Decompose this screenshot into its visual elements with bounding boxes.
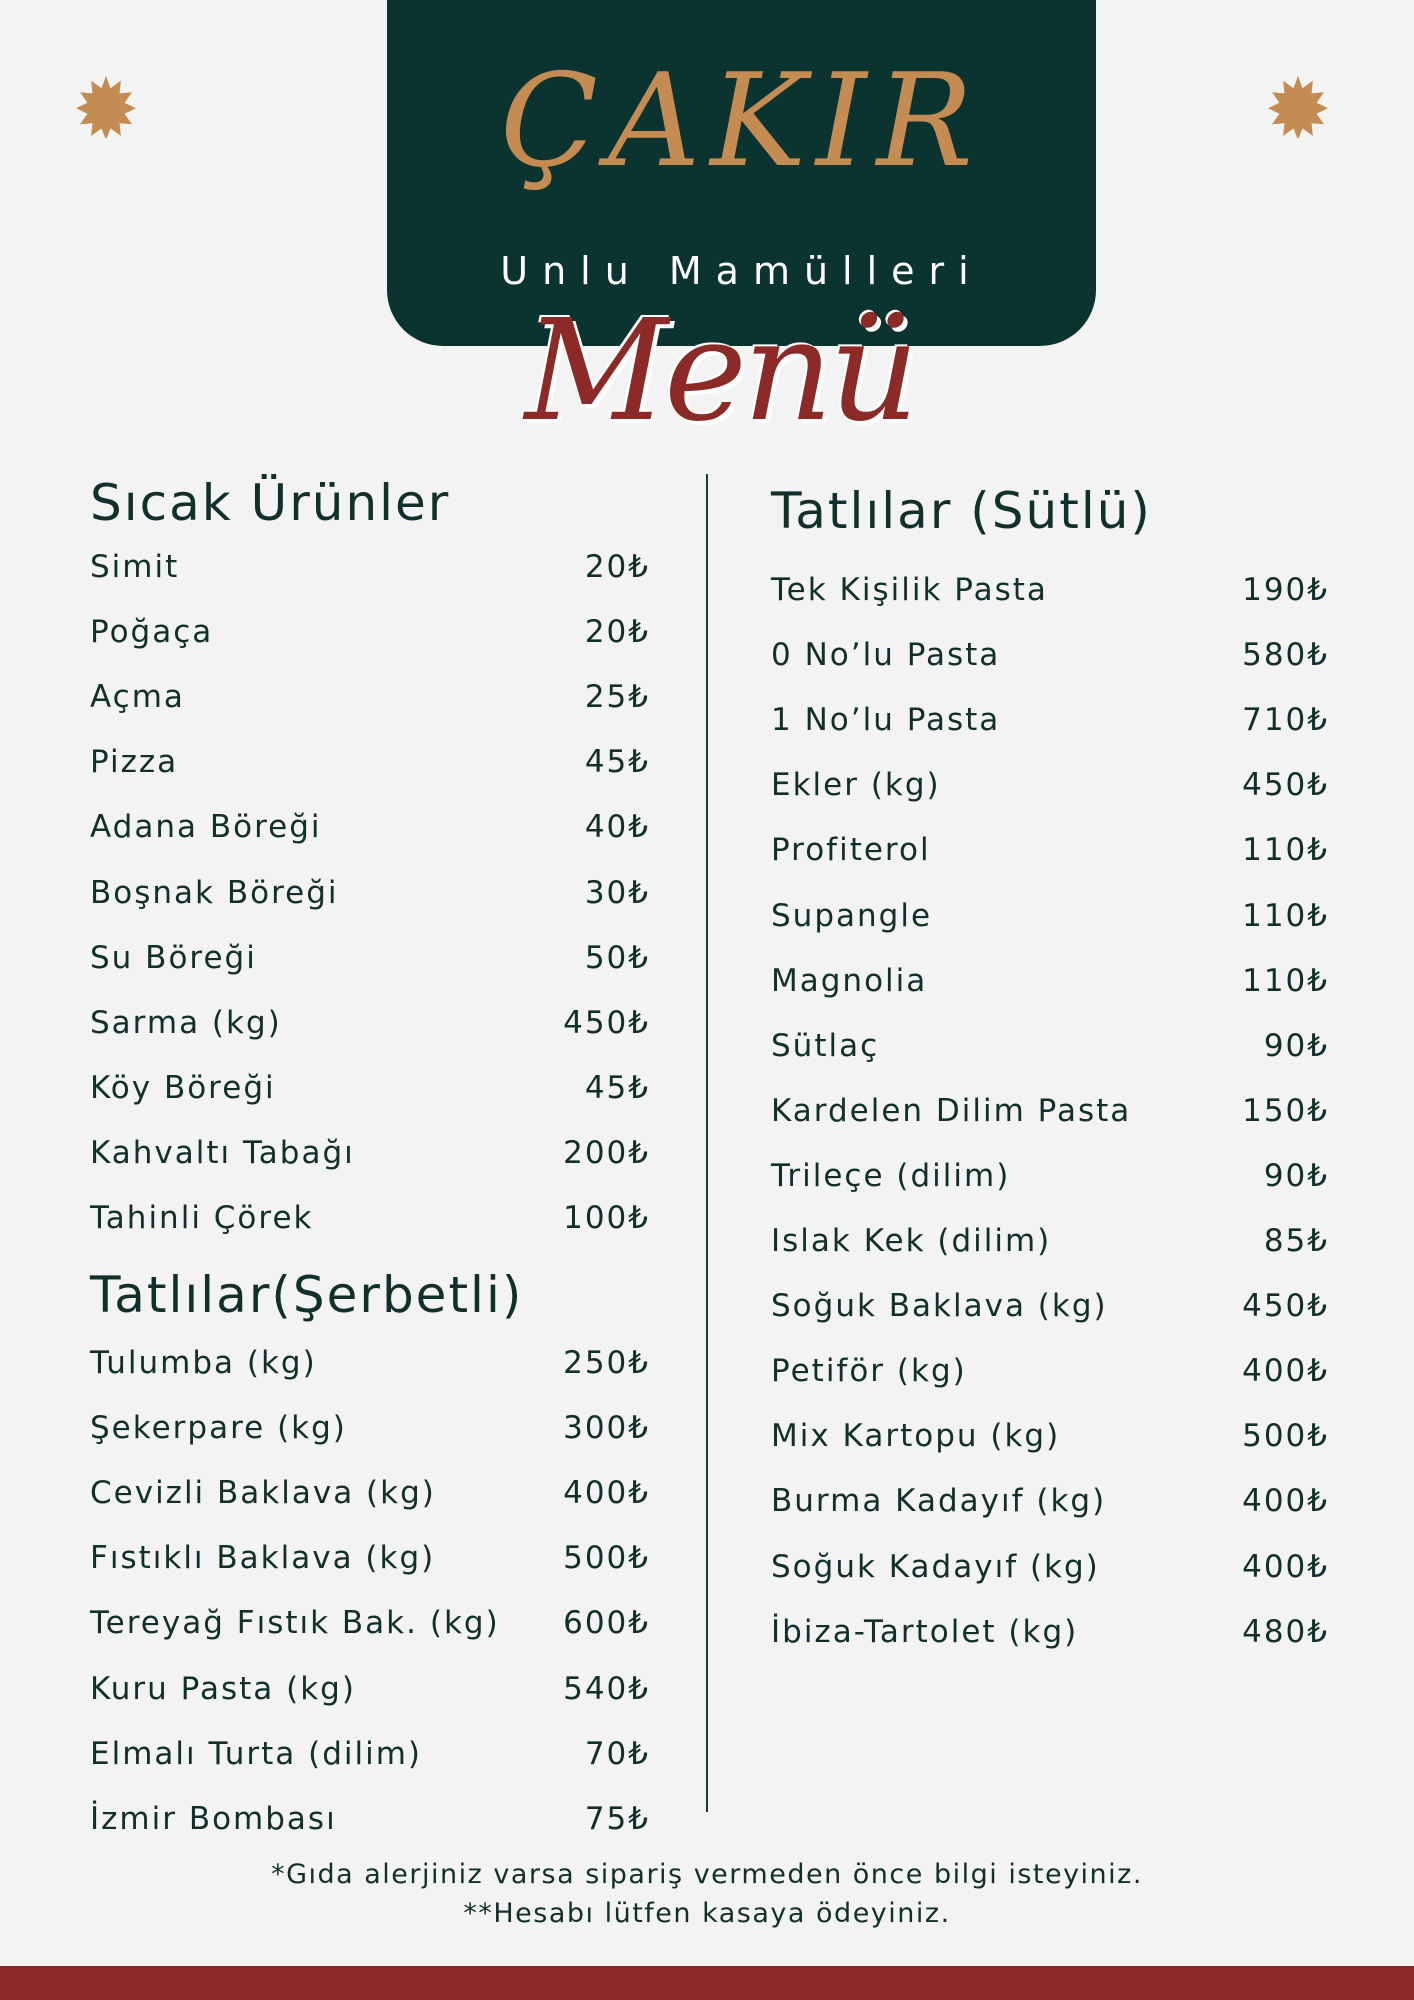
- menu-item-name: Şekerpare (kg): [90, 1410, 347, 1447]
- menu-item-name: Ekler (kg): [771, 767, 941, 804]
- menu-item: [90, 1131, 650, 1175]
- menu-item-price: 45₺: [584, 1069, 650, 1106]
- menu-item-price: 40₺: [584, 809, 650, 846]
- menu-item: [90, 1667, 650, 1711]
- menu-item-name: Magnolia: [771, 962, 928, 999]
- menu-item-price: 110₺: [1242, 897, 1329, 934]
- menu-item: [90, 1341, 650, 1385]
- menu-item-name: Fıstıklı Baklava (kg): [90, 1540, 436, 1577]
- menu-item-name: Boşnak Böreği: [90, 874, 339, 911]
- menu-item: [90, 610, 650, 654]
- section-title-sicak-urunler: Sıcak Ürünler: [90, 474, 451, 532]
- allergy-note: *Gıda alerjiniz varsa sipariş vermeden önce bilgi isteyiniz.: [271, 1859, 1143, 1890]
- menu-item: [771, 1024, 1329, 1068]
- menu-item-name: Trileçe (dilim): [771, 1157, 1011, 1194]
- menu-item-name: Elmalı Turta (dilim): [90, 1735, 423, 1772]
- menu-item: [90, 1797, 650, 1841]
- menu-item-name: Simit: [90, 549, 180, 585]
- menu-item-name: Poğaça: [90, 614, 214, 651]
- menu-item-price: 70₺: [584, 1735, 650, 1772]
- menu-item-name: Tek Kişilik Pasta: [771, 572, 1048, 608]
- menu-item-name: Burma Kadayıf (kg): [771, 1483, 1107, 1520]
- menu-item: [771, 1089, 1329, 1133]
- menu-item-price: 600₺: [563, 1605, 650, 1642]
- menu-item: [90, 1536, 650, 1580]
- menu-item: [771, 633, 1329, 677]
- menu-item-name: 1 No’lu Pasta: [771, 702, 1001, 739]
- menu-item: [90, 1066, 650, 1110]
- menu-item: [771, 1610, 1329, 1654]
- menu-item-price: 20₺: [584, 549, 650, 585]
- menu-item: [771, 1219, 1329, 1263]
- menu-item-name: Soğuk Baklava (kg): [771, 1288, 1108, 1325]
- menu-item-price: 450₺: [1242, 1288, 1329, 1325]
- footer-notes: [0, 1855, 1414, 1933]
- menu-item-price: 450₺: [1242, 767, 1329, 804]
- section-title-tatlilar-sutlu: Tatlılar (Sütlü): [771, 482, 1152, 540]
- menu-item-price: 110₺: [1242, 962, 1329, 999]
- menu-item-price: 90₺: [1263, 1157, 1329, 1194]
- brand-subtitle: Unlu Mamülleri: [500, 249, 983, 293]
- menu-item-price: 75₺: [584, 1800, 650, 1837]
- menu-item-name: Tulumba (kg): [90, 1345, 317, 1381]
- menu-item-price: 150₺: [1242, 1092, 1329, 1129]
- menu-item-price: 300₺: [563, 1410, 650, 1447]
- menu-item: [90, 805, 650, 849]
- menu-item-name: Kardelen Dilim Pasta: [771, 1092, 1132, 1129]
- menu-item-name: Açma: [90, 679, 185, 716]
- menu-item: [90, 545, 650, 589]
- menu-item: [90, 1406, 650, 1450]
- payment-note: **Hesabı lütfen kasaya ödeyiniz.: [463, 1898, 951, 1929]
- menu-item-name: Su Böreği: [90, 939, 257, 976]
- menu-item-name: Cevizli Baklava (kg): [90, 1475, 436, 1512]
- menu-item: [90, 1471, 650, 1515]
- menu-item-name: Sütlaç: [771, 1027, 880, 1064]
- menu-item-name: Supangle: [771, 897, 933, 934]
- menu-item-name: Köy Böreği: [90, 1069, 276, 1106]
- menu-item: [771, 1414, 1329, 1458]
- menu-item: [771, 1154, 1329, 1198]
- menu-item-price: 500₺: [563, 1540, 650, 1577]
- menu-item-price: 710₺: [1242, 702, 1329, 739]
- menu-item-price: 190₺: [1242, 572, 1329, 608]
- menu-item: [771, 1284, 1329, 1328]
- menu-item-name: Islak Kek (dilim): [771, 1223, 1052, 1259]
- menu-item: [771, 698, 1329, 742]
- menu-item-name: Sarma (kg): [90, 1004, 282, 1041]
- menu-item-name: 0 No’lu Pasta: [771, 637, 1001, 674]
- menu-item-price: 540₺: [563, 1670, 650, 1707]
- menu-item: [771, 763, 1329, 807]
- menu-item-price: 30₺: [584, 874, 650, 911]
- section-title-tatlilar-serbetli: Tatlılar(Şerbetli): [90, 1266, 524, 1324]
- menu-item-name: Kuru Pasta (kg): [90, 1670, 356, 1707]
- menu-heading: Menü: [524, 290, 916, 453]
- menu-item-price: 400₺: [563, 1475, 650, 1512]
- menu-item-name: Adana Böreği: [90, 809, 322, 846]
- menu-item-name: İbiza-Tartolet (kg): [771, 1613, 1079, 1650]
- column-divider: [706, 474, 708, 1812]
- right-column: [771, 0, 1329, 2000]
- menu-item: [90, 1001, 650, 1045]
- menu-item: [771, 1479, 1329, 1523]
- menu-item-price: 580₺: [1242, 637, 1329, 674]
- menu-item-name: Tereyağ Fıstık Bak. (kg): [90, 1605, 500, 1642]
- menu-item-price: 400₺: [1242, 1483, 1329, 1520]
- menu-item-name: Tahinli Çörek: [90, 1200, 314, 1236]
- menu-item-price: 20₺: [584, 614, 650, 651]
- menu-item: [771, 1545, 1329, 1589]
- menu-item: [90, 871, 650, 915]
- menu-item-price: 45₺: [584, 744, 650, 781]
- menu-item: [90, 1601, 650, 1645]
- menu-item: [90, 1732, 650, 1776]
- menu-item-price: 25₺: [584, 679, 650, 716]
- menu-item-price: 400₺: [1242, 1548, 1329, 1585]
- menu-item-price: 500₺: [1242, 1418, 1329, 1455]
- menu-item: [771, 568, 1329, 612]
- menu-item-name: Pizza: [90, 744, 179, 781]
- menu-item-name: Soğuk Kadayıf (kg): [771, 1548, 1100, 1585]
- menu-item-name: Petiför (kg): [771, 1353, 967, 1390]
- menu-item-price: 400₺: [1242, 1353, 1329, 1390]
- menu-item-price: 50₺: [584, 939, 650, 976]
- menu-item: [90, 675, 650, 719]
- menu-item-price: 90₺: [1263, 1027, 1329, 1064]
- menu-item: [771, 959, 1329, 1003]
- menu-item-name: Kahvaltı Tabağı: [90, 1134, 355, 1171]
- menu-item: [771, 894, 1329, 938]
- menu-item-price: 100₺: [563, 1200, 650, 1236]
- menu-item-price: 85₺: [1263, 1223, 1329, 1259]
- menu-item: [771, 828, 1329, 872]
- menu-item-name: Mix Kartopu (kg): [771, 1418, 1061, 1455]
- menu-item: [771, 1349, 1329, 1393]
- menu-item-price: 200₺: [563, 1134, 650, 1171]
- menu-item-name: Profiterol: [771, 832, 931, 869]
- menu-item: [90, 740, 650, 784]
- menu-item-price: 110₺: [1242, 832, 1329, 869]
- bottom-bar: [0, 1966, 1414, 2000]
- menu-item-price: 480₺: [1242, 1613, 1329, 1650]
- brand-name: ÇAKIR: [500, 47, 983, 196]
- menu-item-price: 250₺: [563, 1345, 650, 1381]
- menu-item: [90, 936, 650, 980]
- left-column: [90, 0, 650, 2000]
- menu-item-name: İzmir Bombası: [90, 1800, 337, 1837]
- menu-item-price: 450₺: [563, 1004, 650, 1041]
- menu-item: [90, 1196, 650, 1240]
